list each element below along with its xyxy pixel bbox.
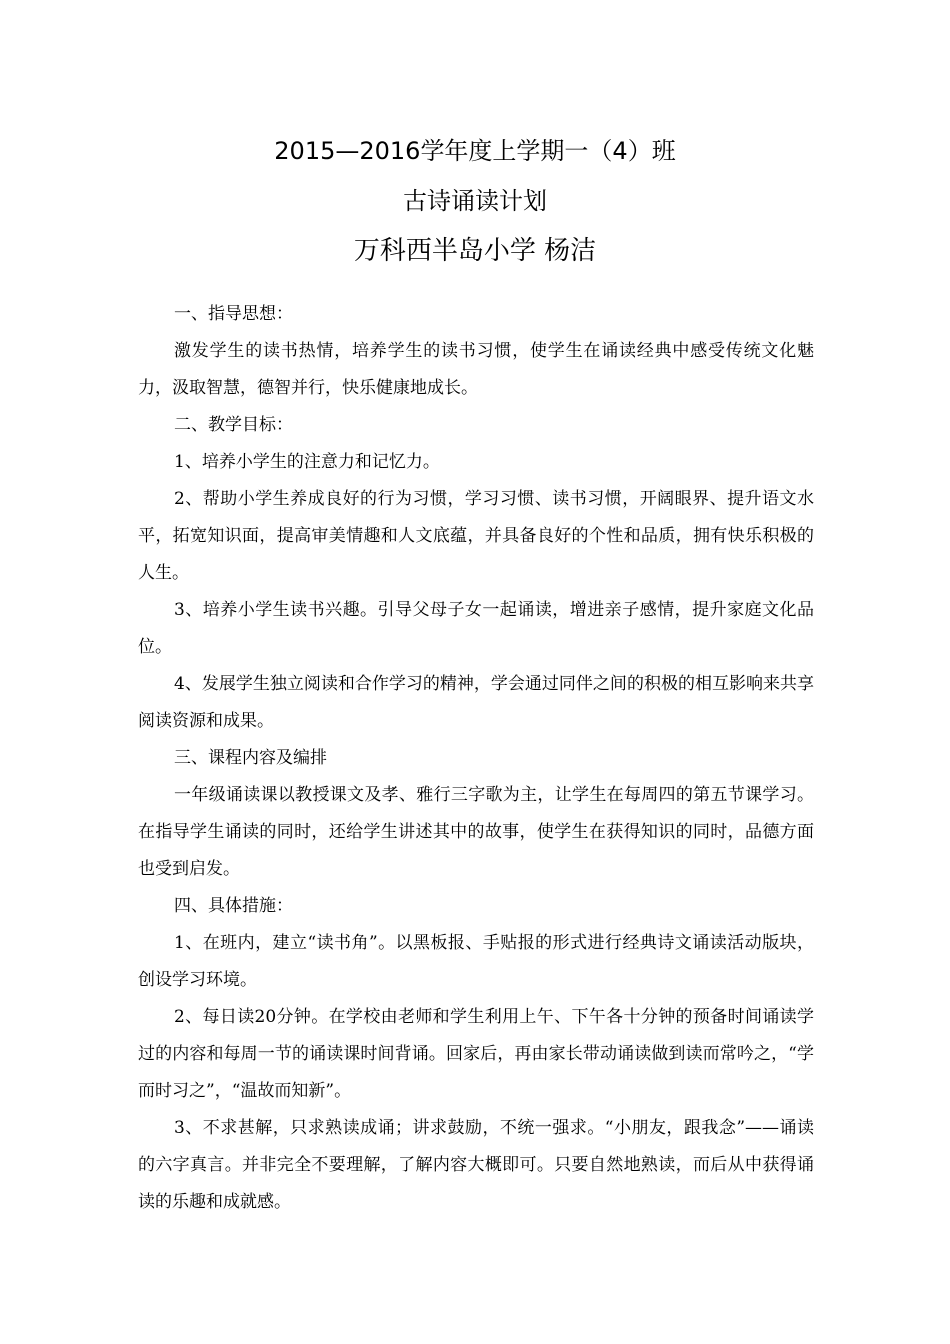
- document-title: 2015—2016学年度上学期一（4）班: [274, 137, 676, 165]
- paragraph: 3、培养小学生读书兴趣。引导父母子女一起诵读，增进亲子感情，提升家庭文化品位。: [138, 600, 814, 657]
- paragraph: 2、帮助小学生养成良好的行为习惯，学习习惯、读书习惯，开阔眼界、提升语文水平，拓宽知识面，提高审美情趣和人文底蕴，并具备良好的个性和品质，拥有快乐积极的人生。: [138, 489, 814, 583]
- document-body: [138, 296, 814, 1221]
- paragraph: 4、发展学生独立阅读和合作学习的精神，学会通过同伴之间的积极的相互影响来共享阅读资源和成果。: [138, 674, 814, 731]
- paragraph: 激发学生的读书热情，培养学生的读书习惯，使学生在诵读经典中感受传统文化魅力，汲取智慧，德智并行，快乐健康地成长。: [138, 341, 814, 398]
- paragraph: 3、不求甚解，只求熟读成诵；讲求鼓励，不统一强求。“小朋友，跟我念”——诵读的六字真言。并非完全不要理解，了解内容大概即可。只要自然地熟读，而后从中获得诵读的乐趣和成就感。: [138, 1118, 814, 1212]
- paragraph: 2、每日读20分钟。在学校由老师和学生利用上午、下午各十分钟的预备时间诵读学过的内容和每周一节的诵读课时间背诵。回家后，再由家长带动诵读做到读而常吟之，“学而时习之”，“温故而知新”。: [138, 1007, 814, 1101]
- paragraph: 1、培养小学生的注意力和记忆力。: [174, 452, 440, 472]
- document-subtitle: 古诗诵读计划: [403, 187, 547, 215]
- paragraph: 1、在班内，建立“读书角”。以黑板报、手贴报的形式进行经典诗文诵读活动版块，创设学习环境。: [138, 933, 814, 990]
- section-heading: 三、课程内容及编排: [174, 748, 327, 768]
- section-heading: 一、指导思想：: [174, 304, 293, 324]
- section-heading: 四、具体措施：: [174, 896, 293, 916]
- paragraph: 一年级诵读课以教授课文及孝、雅行三字歌为主，让学生在每周四的第五节课学习。在指导学生诵读的同时，还给学生讲述其中的故事，使学生在获得知识的同时，品德方面也受到启发。: [138, 785, 814, 879]
- document-author: 万科西半岛小学 杨洁: [353, 236, 597, 266]
- section-heading: 二、教学目标：: [174, 415, 293, 435]
